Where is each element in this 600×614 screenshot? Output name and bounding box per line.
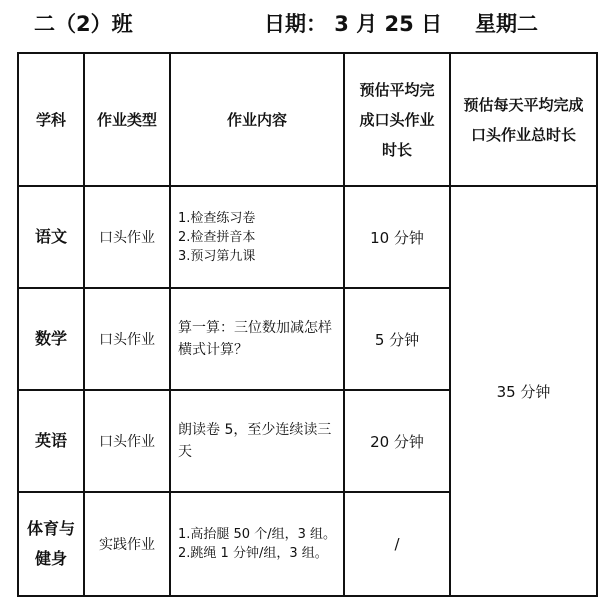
duration-cell: 10 分钟 bbox=[344, 186, 450, 288]
header bbox=[0, 6, 600, 40]
column-header-content: 作业内容 bbox=[170, 53, 344, 186]
duration-cell: 5 分钟 bbox=[344, 288, 450, 390]
content-cell bbox=[170, 492, 344, 596]
column-header-avg-duration-line: 成口头作业 bbox=[359, 110, 435, 129]
content-line: 1.检查练习卷 bbox=[178, 210, 256, 226]
column-header-avg-duration-line: 预估平均完 bbox=[359, 80, 435, 99]
column-header-avg-duration bbox=[344, 53, 450, 186]
total-duration-cell: 35 分钟 bbox=[450, 186, 597, 596]
content-line: 朗读卷 5，至少连续读三天 bbox=[178, 422, 332, 460]
type-cell: 口头作业 bbox=[84, 288, 170, 390]
content-line: 算一算：三位数加减怎样横式计算？ bbox=[178, 320, 332, 358]
column-header-avg-duration-line: 时长 bbox=[381, 140, 412, 159]
table-row bbox=[18, 186, 597, 288]
table-header-row bbox=[18, 53, 597, 186]
column-header-total-duration-line: 口头作业总时长 bbox=[470, 125, 576, 144]
content-line: 1.高抬腿 50 个/组，3 组。 bbox=[178, 527, 336, 542]
homework-table bbox=[17, 52, 598, 597]
content-cell bbox=[170, 288, 344, 390]
subject-line: 健身 bbox=[34, 549, 67, 568]
duration-cell: 20 分钟 bbox=[344, 390, 450, 492]
content-line: 2.检查拼音本 bbox=[178, 229, 256, 245]
content-cell bbox=[170, 390, 344, 492]
subject-cell bbox=[18, 288, 84, 390]
type-cell: 口头作业 bbox=[84, 186, 170, 288]
column-header-total-duration-line: 预估每天平均完成 bbox=[463, 95, 584, 114]
subject-cell bbox=[18, 390, 84, 492]
subject-cell bbox=[18, 186, 84, 288]
subject-line: 语文 bbox=[34, 227, 67, 246]
content-cell bbox=[170, 186, 344, 288]
duration-cell: / bbox=[344, 492, 450, 596]
column-header-subject: 学科 bbox=[18, 53, 84, 186]
content-line: 3.预习第九课 bbox=[178, 248, 256, 264]
weekday-label: 星期二 bbox=[475, 12, 538, 36]
content-line: 2.跳绳 1 分钟/组，3 组。 bbox=[178, 546, 328, 561]
type-cell: 口头作业 bbox=[84, 390, 170, 492]
subject-line: 体育与 bbox=[26, 519, 75, 538]
column-header-type: 作业类型 bbox=[84, 53, 170, 186]
subject-line: 数学 bbox=[34, 329, 67, 348]
column-header-total-duration bbox=[450, 53, 597, 186]
date-label: 日期： 3 月 25 日 bbox=[264, 12, 443, 36]
class-name: 二（2）班 bbox=[34, 12, 133, 36]
subject-line: 英语 bbox=[34, 431, 67, 450]
subject-cell bbox=[18, 492, 84, 596]
type-cell: 实践作业 bbox=[84, 492, 170, 596]
